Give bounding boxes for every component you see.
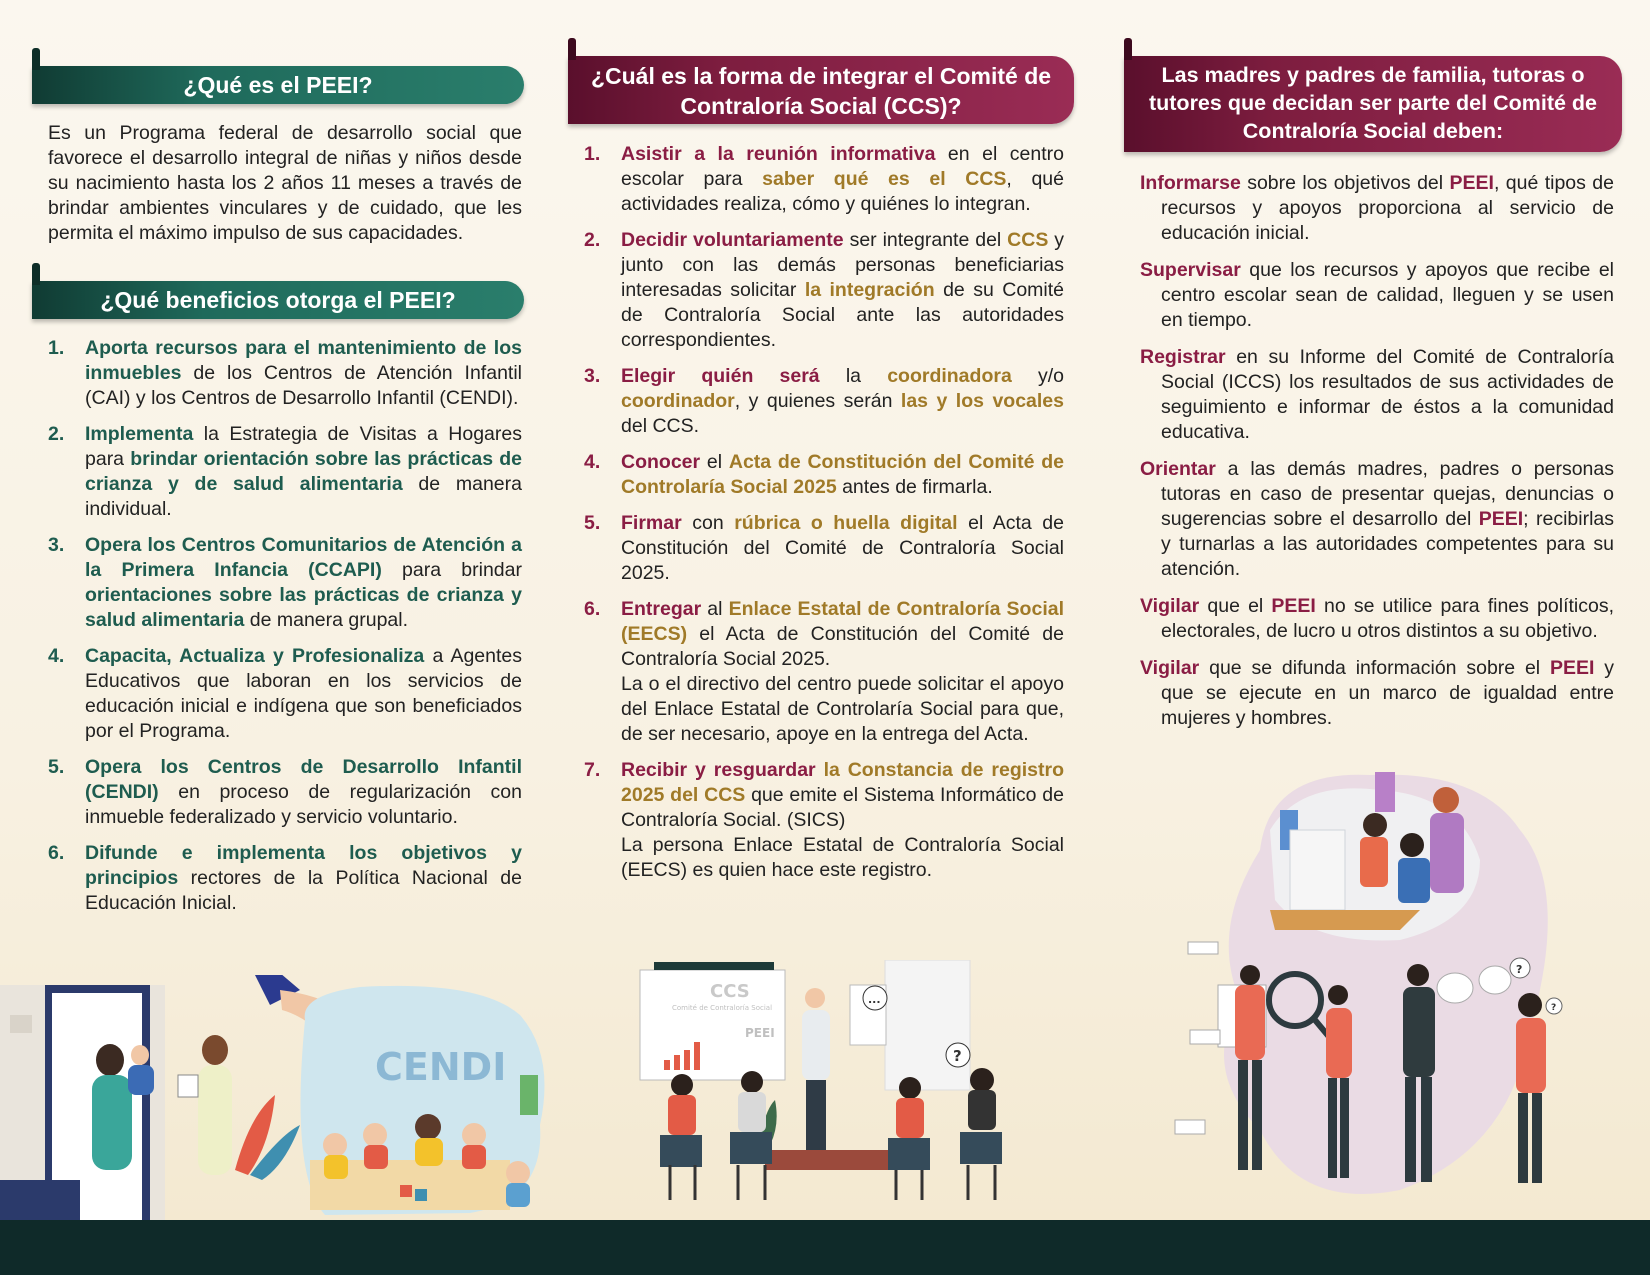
list-item: 5. Firmar con rúbrica o huella digital el Acta de Constitución del Comité de Contraloría Social 2025.	[584, 512, 1064, 584]
section-title-deben: Las madres y padres de familia, tutoras o tutores que decidan ser parte del Comité de Contraloría Social deben:	[1124, 56, 1622, 152]
question-bubble-1: ?	[1516, 963, 1523, 976]
question-bubble-2: ?	[1551, 1003, 1557, 1013]
list-item: 4. Conocer el Acta de Constitución del Comité de Controlaría Social 2025 antes de firmarla.	[584, 451, 1064, 498]
board-title: CCS	[710, 981, 750, 1002]
list-item: Orientar a las demás madres, padres o personas tutoras en caso de presentar quejas, denuncias o sugerencias sobre el desarrollo del PEEI; recibirlas y turnarlas a las autoridades competentes para su atención.	[1140, 458, 1615, 580]
responsibilities-list	[1140, 171, 1614, 743]
question-bubble: ?	[953, 1047, 962, 1065]
list-item: Informarse sobre los objetivos del PEEI, qué tipos de recursos y apoyos proporciona al servicio de educación inicial.	[1140, 172, 1614, 244]
board-peei: PEEI	[745, 1026, 775, 1040]
speech-dots: ...	[868, 993, 881, 1006]
committee-meeting-illustration	[630, 960, 1040, 1215]
list-item: 7. Recibir y resguardar la Constancia de registro 2025 del CCS que emite el Sistema Informático de Contraloría Social. (SICS) La persona Enlace Estatal de Contraloría Social (EECS) es quien hace este registro.	[584, 759, 1065, 881]
list-item: 3. Opera los Centros Comunitarios de Atención a la Primera Infancia (CCAPI) para brindar orientaciones sobre las prácticas de crianza y salud alimentaria de manera grupal.	[48, 534, 522, 631]
list-item: 6. Entregar al Enlace Estatal de Contraloría Social (EECS) el Acta de Constitución del Comité de Contraloría Social 2025. La o el directivo del centro puede solicitar el apoyo del Enlace Estatal de Controlaría Social para que, de ser necesario, apoye en la entrega del Acta.	[584, 598, 1064, 745]
list-item: Registrar en su Informe del Comité de Contraloría Social (ICCS) los resultados de sus actividades de seguimiento e informar de éstos a la comunidad educativa.	[1140, 346, 1614, 443]
list-item: 1. Asistir a la reunión informativa en el centro escolar para saber qué es el CCS, qué actividades realiza, cómo y quiénes lo integran.	[584, 143, 1064, 215]
benefits-list	[48, 336, 522, 927]
list-item: Vigilar que el PEEI no se utilice para fines políticos, electorales, de lucro u otros distintos a su objetivo.	[1140, 595, 1614, 642]
intro-paragraph: Es un Programa federal de desarrollo social que favorece el desarrollo integral de niñas y niños desde su nacimiento hasta los 2 años 11 meses a través de brindar ambientes vinculares y de cuidado, que les permita el máximo impulso de sus capacidades.	[48, 122, 522, 244]
footer-band	[0, 1220, 1650, 1275]
list-item: 5. Opera los Centros de Desarrollo Infantil (CENDI) en proceso de regularización con inmueble federalizado y servicio voluntario.	[48, 756, 522, 828]
cendi-sign: CENDI	[375, 1045, 507, 1089]
list-item: 2. Implementa la Estrategia de Visitas a Hogares para brindar orientación sobre las prácticas de crianza y de salud alimentaria de manera individual.	[48, 423, 522, 520]
list-item: 2. Decidir voluntariamente ser integrante del CCS y junto con las demás personas beneficiarias interesadas solicitar la integración de su Comité de Contraloría Social ante las autoridades correspondientes.	[584, 229, 1065, 351]
list-item: Vigilar que se difunda información sobre el PEEI y que se ejecute en un marco de igualdad entre mujeres y hombres.	[1140, 657, 1615, 729]
parents-committee-illustration	[1150, 770, 1640, 1218]
list-item: 1. Aporta recursos para el mantenimiento de los inmuebles de los Centros de Atención Infantil (CAI) y los Centros de Desarrollo Infantil (CENDI).	[48, 337, 522, 409]
list-item: 6. Difunde e implementa los objetivos y principios rectores de la Política Nacional de Educación Inicial.	[48, 842, 522, 914]
home-visit-illustration	[0, 975, 560, 1220]
board-subtitle: Comité de Contraloría Social	[672, 1004, 773, 1012]
section-title-que-es: ¿Qué es el PEEI?	[32, 66, 524, 104]
steps-list	[584, 142, 1064, 894]
list-item: 3. Elegir quién será la coordinadora y/o coordinador, y quienes serán las y los vocales del CCS.	[584, 365, 1064, 437]
list-item: 4. Capacita, Actualiza y Profesionaliza a Agentes Educativos que laboran en los servicios de educación inicial e indígena que son beneficiados por el Programa.	[48, 645, 522, 742]
section-title-beneficios: ¿Qué beneficios otorga el PEEI?	[32, 281, 524, 319]
list-item: Supervisar que los recursos y apoyos que recibe el centro escolar sean de calidad, lleguen y se usen en tiempo.	[1140, 259, 1614, 331]
section-title-integrar: ¿Cuál es la forma de integrar el Comité de Contraloría Social (CCS)?	[568, 56, 1074, 124]
